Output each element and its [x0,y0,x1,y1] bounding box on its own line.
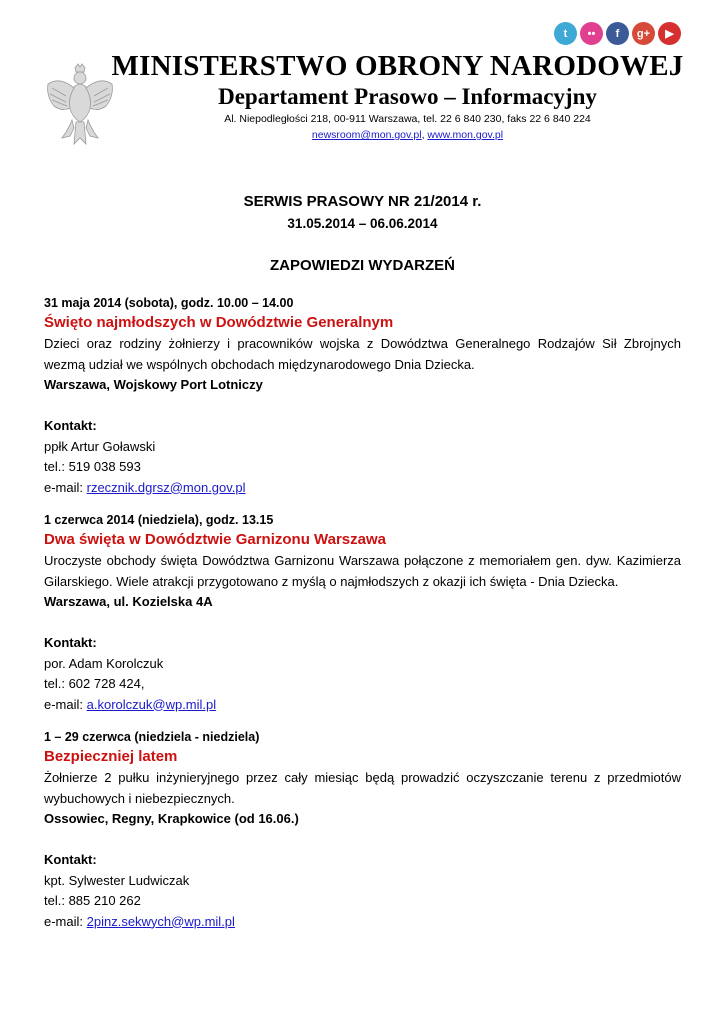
contact-email-link[interactable]: 2pinz.sekwych@wp.mil.pl [86,913,235,929]
event-description: Dzieci oraz rodziny żołnierzy i pracowników wojska z Dowództwa Generalnego Rodzajów Sił Zbrojnych wezmą udział we wspólnych obchodach międzynarodowego Dnia Dziecka. [44,336,681,372]
event-item [44,294,681,498]
youtube-icon[interactable]: ▶ [658,22,681,45]
event-title: Bezpieczniej latem [44,748,178,765]
contact-phone: tel.: 885 210 262 [44,893,141,908]
events-list [44,294,681,932]
contact-phone: tel.: 602 728 424, [44,676,145,691]
twitter-icon[interactable]: t [554,22,577,45]
social-icons [554,22,681,45]
department-title: Departament Prasowo – Informacyjny [218,84,597,109]
facebook-icon[interactable]: f [606,22,629,45]
website-link[interactable]: www.mon.gov.pl [427,129,504,141]
contact-person: kpt. Sylwester Ludwiczak [44,872,190,888]
event-date: 31 maja 2014 (sobota), godz. 10.00 – 14.00 [44,296,294,310]
section-heading: ZAPOWIEDZI WYDARZEŃ [270,257,455,274]
event-item [44,511,681,715]
contact-email [44,912,681,933]
contact-label: Kontakt: [44,852,97,867]
event-item [44,728,681,932]
contact-person: ppłk Artur Goławski [44,438,156,454]
contact-label: Kontakt: [44,418,97,433]
event-location: Ossowiec, Regny, Krapkowice (od 16.06.) [44,811,299,826]
newsroom-email-link[interactable]: newsroom@mon.gov.pl [311,129,422,141]
address: Al. Niepodległości 218, 00-911 Warszawa, tel. 22 6 840 230, faks 22 6 840 224 [224,113,591,125]
google-plus-icon[interactable]: g+ [632,22,655,45]
email-prefix: e-mail: [44,913,87,929]
contact-email [44,695,681,716]
contact-label: Kontakt: [44,635,97,650]
event-location: Warszawa, ul. Kozielska 4A [44,594,213,609]
ministry-title: MINISTERSTWO OBRONY NARODOWEJ [111,50,684,82]
flickr-icon[interactable]: •• [580,22,603,45]
contact-person: por. Adam Korolczuk [44,655,164,671]
email-prefix: e-mail: [44,696,87,712]
event-title: Dwa święta w Dowództwie Garnizonu Warszawa [44,531,387,548]
link-separator: , [421,129,428,141]
event-description: Żołnierze 2 pułku inżynieryjnego przez cały miesiąc będą prowadzić oczyszczanie terenu z przedmiotów wybuchowych i niebezpiecznych. [44,770,681,806]
event-date: 1 czerwca 2014 (niedziela), godz. 13.15 [44,513,274,527]
event-description: Uroczyste obchody święta Dowództwa Garnizonu Warszawa połączone z memoriałem gen. dyw. Kazimierza Gilarskiego. Wiele atrakcji przygotowano z myślą o najmłodszych z okazji ich święta - Dnia Dziecka. [44,553,681,589]
event-title: Święto najmłodszych w Dowództwie Generalnym [44,314,394,331]
contact-email-link[interactable]: a.korolczuk@wp.mil.pl [86,696,217,712]
service-title: SERWIS PRASOWY NR 21/2014 r. [243,193,482,210]
contact-email-link[interactable]: rzecznik.dgrsz@mon.gov.pl [86,479,246,495]
header-links [0,129,725,141]
contact-email [44,478,681,499]
contact-phone: tel.: 519 038 593 [44,459,141,474]
event-location: Warszawa, Wojskowy Port Lotniczy [44,377,263,392]
event-date: 1 – 29 czerwca (niedziela - niedziela) [44,730,260,744]
email-prefix: e-mail: [44,479,87,495]
service-date-range: 31.05.2014 – 06.06.2014 [287,216,438,231]
